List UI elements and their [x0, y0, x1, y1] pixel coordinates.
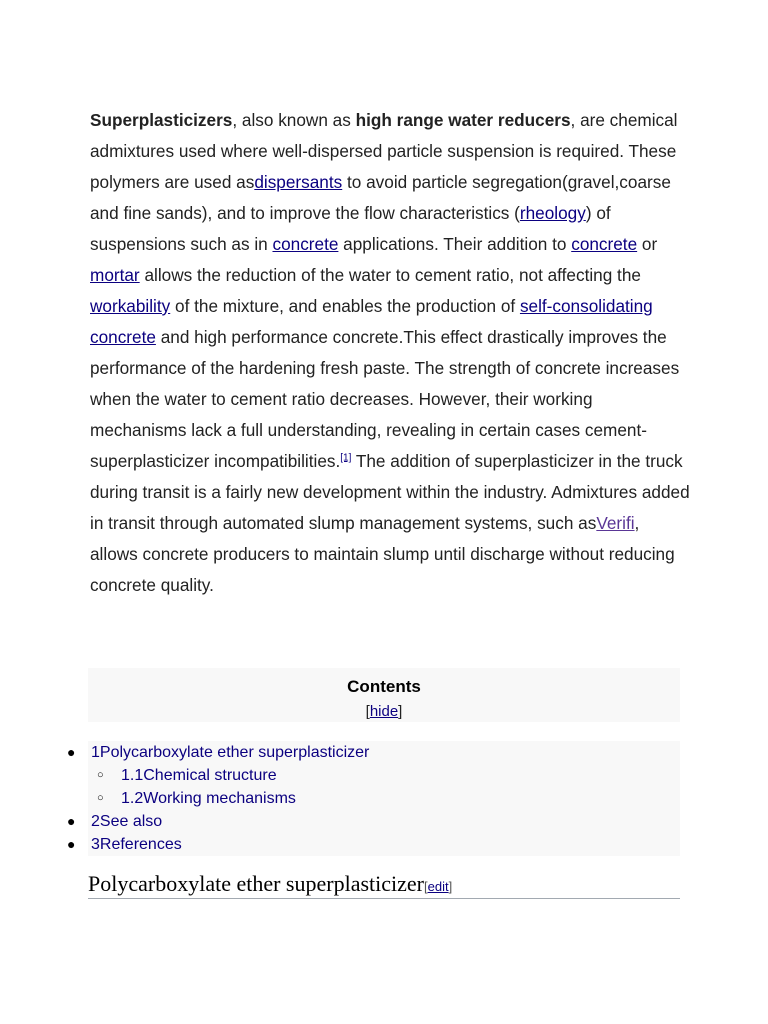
toc-number: 1.1 — [121, 767, 144, 784]
toc-link-working-mechanisms[interactable] — [121, 787, 296, 810]
text-run: and high performance concrete.This effect drastically improves the performance of the hardening fresh paste. The strength of concrete increases when the water to cement ratio decreases. However, their working mechanisms lack a full understanding, revealing in certain cases cement-superplasticizer incompatibilities. — [90, 327, 680, 471]
toc-toggle — [88, 703, 680, 720]
link-rheology[interactable]: rheology — [519, 203, 586, 223]
circle-bullet-icon: ○ — [97, 769, 104, 781]
section-title: Polycarboxylate ether superplasticizer — [88, 871, 424, 896]
toc-link-see-also[interactable] — [91, 810, 162, 833]
link-workability[interactable]: workability — [90, 296, 171, 316]
bracket: [ — [423, 879, 428, 894]
circle-bullet-icon: ○ — [97, 792, 104, 804]
toc-link-chemical-structure[interactable] — [121, 764, 277, 787]
bracket: ] — [448, 879, 453, 894]
toc-link-references[interactable] — [91, 833, 182, 856]
toc-label: See also — [99, 813, 163, 830]
reference-superscript — [340, 452, 351, 463]
section-heading — [88, 870, 680, 899]
toc-label: References — [99, 836, 182, 853]
toc-number: 1.2 — [121, 790, 144, 807]
bullet-icon: ● — [67, 744, 76, 760]
toc-number: 1 — [91, 744, 100, 761]
toc-number: 3 — [91, 836, 100, 853]
text-run: , also known as — [232, 110, 356, 130]
reference-link-1[interactable]: [1] — [340, 452, 352, 464]
toc-item-references — [67, 833, 680, 856]
bracket: ] — [398, 703, 403, 720]
text-run: allows the reduction of the water to cement ratio, not affecting the — [139, 265, 641, 285]
toc-label: Polycarboxylate ether superplasticizer — [99, 744, 370, 761]
text-run: ) of suspensions such as in — [90, 203, 611, 254]
toc-item-chemical-structure — [88, 764, 680, 787]
bullet-icon: ● — [67, 836, 76, 852]
link-concrete[interactable]: concrete — [272, 234, 339, 254]
text-run: applications. Their addition to — [338, 234, 572, 254]
text-run: , are chemical admixtures used where well-dispersed particle suspension is required. These polymers are used as — [90, 110, 678, 192]
term-high-range-water-reducers: high range water reducers — [355, 110, 571, 130]
text-run: or — [637, 234, 658, 254]
toc-item-polycarboxylate — [67, 741, 680, 764]
text-run: of the mixture, and enables the production of — [170, 296, 520, 316]
section-edit — [424, 879, 452, 894]
term-superplasticizers: Superplasticizers — [90, 110, 233, 130]
link-self-consolidating-concrete[interactable]: self-consolidating concrete — [90, 296, 653, 347]
toc-label: Working mechanisms — [143, 790, 296, 807]
link-dispersants[interactable]: dispersants — [254, 172, 343, 192]
toc-number: 2 — [91, 813, 100, 830]
toc-item-working-mechanisms — [88, 787, 680, 810]
link-verifi[interactable]: Verifi — [596, 513, 635, 533]
text-run: to avoid particle segregation(gravel,coarse and fine sands), and to improve the flow characteristics ( — [90, 172, 671, 223]
toc-item-see-also — [67, 810, 680, 833]
toc-link-polycarboxylate[interactable] — [91, 741, 369, 764]
text-run: , allows concrete producers to maintain slump until discharge without reducing concrete quality. — [90, 513, 675, 595]
toc-title: Contents — [347, 677, 421, 696]
toc-label: Chemical structure — [143, 767, 277, 784]
section-edit-link[interactable]: edit — [427, 879, 449, 894]
toc-header — [88, 668, 680, 722]
link-concrete-2[interactable]: concrete — [571, 234, 638, 254]
bullet-icon: ● — [67, 813, 76, 829]
bracket: [ — [365, 703, 370, 720]
toc-hide-link[interactable]: hide — [369, 703, 399, 720]
text-run: The addition of superplasticizer in the truck during transit is a fairly new development within the industry. Admixtures added in transit through automated slump management systems, such as — [90, 451, 690, 533]
link-mortar[interactable]: mortar — [90, 265, 140, 285]
article-paragraph — [90, 105, 690, 601]
